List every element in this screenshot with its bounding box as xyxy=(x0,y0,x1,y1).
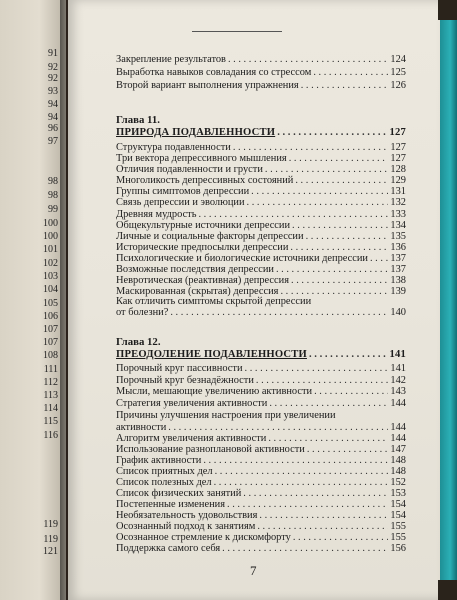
toc-entry-title: ПРЕОДОЛЕНИЕ ПОДАВЛЕННОСТИ xyxy=(116,349,307,360)
toc-entry-title: Исторические предпосылки депрессии xyxy=(116,242,289,253)
left-page-number: 91 xyxy=(48,48,58,59)
toc-entry-page: 128 xyxy=(390,164,406,175)
toc-entry-page: 127 xyxy=(390,142,406,153)
leader-dots xyxy=(277,127,387,139)
toc-entry-page: 136 xyxy=(390,242,406,253)
toc-entry-page: 126 xyxy=(390,80,406,91)
left-page-number: 112 xyxy=(43,377,58,388)
toc-entry-title: Список полезных дел xyxy=(116,477,212,488)
toc-entry-title: Многоликость депрессивных состояний xyxy=(116,175,294,186)
left-page-number: 94 xyxy=(48,99,58,110)
leader-dots xyxy=(301,80,389,92)
toc-entry-page: 155 xyxy=(390,532,406,543)
toc-entry xyxy=(116,398,406,410)
left-page-number: 92 xyxy=(48,62,58,73)
left-page-number: 97 xyxy=(48,136,58,147)
toc-entry-title: Порочный круг безнадёжности xyxy=(116,375,254,386)
left-page-number: 114 xyxy=(43,403,58,414)
toc-entry-page: 134 xyxy=(390,220,406,231)
leader-dots xyxy=(269,398,388,410)
toc-entry-page: 152 xyxy=(390,477,406,488)
left-page-number: 104 xyxy=(43,284,58,295)
toc-entry xyxy=(116,197,406,209)
toc-entry-page: 137 xyxy=(390,264,406,275)
toc-entry-title: Личные и социальные факторы депрессии xyxy=(116,231,304,242)
leader-dots xyxy=(245,363,389,375)
toc-entry-title-line1: Причины улучшения настроения при увеличении xyxy=(116,410,336,421)
toc-entry xyxy=(116,67,406,79)
toc-entry-page: 142 xyxy=(390,375,406,386)
toc-entry-title: Осознанное стремление к дискомфорту xyxy=(116,532,291,543)
toc-entry-title: Психологические и биологические источники депрессии xyxy=(116,253,368,264)
toc-entry-page: 148 xyxy=(390,455,406,466)
left-page-number: 113 xyxy=(43,390,58,401)
toc-entry-title: Структура подавленности xyxy=(116,142,231,153)
toc-entry-title: Стратегия увеличения активности xyxy=(116,398,268,409)
leader-dots xyxy=(228,54,388,66)
left-page-number: 108 xyxy=(43,350,58,361)
toc-entry-page: 133 xyxy=(390,209,406,220)
toc-entry xyxy=(116,363,406,375)
left-page-number: 116 xyxy=(43,430,58,441)
left-page-number: 119 xyxy=(43,519,58,530)
toc-entry-page: 132 xyxy=(390,197,406,208)
leader-dots xyxy=(313,67,388,79)
toc-entry-title: Группы симптомов депрессии xyxy=(116,186,250,197)
toc-entry-page: 148 xyxy=(390,466,406,477)
toc-entry-title: Постепенные изменения xyxy=(116,499,225,510)
toc-entry-page: 141 xyxy=(390,363,406,374)
left-page-number: 92 xyxy=(48,73,58,84)
toc-entry-page: 154 xyxy=(390,499,406,510)
toc-entry-title: Общекультурные источники депрессии xyxy=(116,220,291,231)
left-page-number: 100 xyxy=(43,231,58,242)
left-page-number: 100 xyxy=(43,218,58,229)
left-page-number: 103 xyxy=(43,271,58,282)
toc-entry-title: Закрепление результатов xyxy=(116,54,226,65)
toc-entry xyxy=(116,80,406,92)
leader-dots xyxy=(314,386,388,398)
toc-entry-page: 127 xyxy=(390,153,406,164)
leader-dots xyxy=(309,349,388,361)
leader-dots xyxy=(170,307,388,319)
book-cover-edge xyxy=(440,20,457,580)
toc-entry-title: Алгоритм увеличения активности xyxy=(116,433,267,444)
toc-entry-page: 131 xyxy=(390,186,406,197)
toc-entry-title: Три вектора депрессивного мышления xyxy=(116,153,287,164)
toc-entry-title: Выработка навыков совладания со стрессом xyxy=(116,67,312,78)
toc-entry-page: 156 xyxy=(390,543,406,554)
toc-entry-page: 144 xyxy=(390,433,406,444)
left-page-number: 106 xyxy=(43,311,58,322)
toc-entry-title: от болезни? xyxy=(116,307,169,318)
background-top xyxy=(438,0,457,20)
left-page-number: 107 xyxy=(43,324,58,335)
toc-entry-title: Список физических занятий xyxy=(116,488,242,499)
toc-entry-title: Невротическая (реактивная) депрессия xyxy=(116,275,289,286)
toc-entry-page: 129 xyxy=(390,175,406,186)
toc-entry-page: 139 xyxy=(390,286,406,297)
left-page-number: 98 xyxy=(48,176,58,187)
toc-entry-title: Связь депрессии и эволюции xyxy=(116,197,245,208)
left-page-number: 111 xyxy=(43,364,58,375)
previous-page-strip xyxy=(0,0,66,600)
toc-entry xyxy=(116,386,406,398)
toc-entry-title: Мысли, мешающие увеличению активности xyxy=(116,386,313,397)
toc-entry-page: 141 xyxy=(389,349,406,360)
left-page-number: 101 xyxy=(43,244,58,255)
toc-entry-page: 127 xyxy=(389,127,406,138)
leader-dots xyxy=(247,197,389,209)
toc-entry-title: Список приятных дел xyxy=(116,466,213,477)
header-rule xyxy=(192,31,282,32)
toc-entry-page: 153 xyxy=(390,488,406,499)
toc-entry-title: Необязательность удовольствия xyxy=(116,510,258,521)
chapter-11-title xyxy=(116,127,406,139)
toc-entry-title: Осознанный подход к занятиям xyxy=(116,521,256,532)
toc-entry-title: Возможные последствия депрессии xyxy=(116,264,274,275)
toc-entry-title: ПРИРОДА ПОДАВЛЕННОСТИ xyxy=(116,127,276,138)
toc-entry-page: 147 xyxy=(390,444,406,455)
chapter-12-label: Глава 12. xyxy=(116,336,161,348)
left-page-number: 102 xyxy=(43,258,58,269)
toc-entry-title: Маскированная (скрытая) депрессия xyxy=(116,286,279,297)
toc-entry-page: 144 xyxy=(390,422,406,433)
toc-entry-page: 144 xyxy=(390,398,406,409)
toc-entry-title: Поддержка самого себя xyxy=(116,543,221,554)
toc-entry xyxy=(116,307,406,319)
toc-entry xyxy=(116,54,406,66)
toc-entry-title: График активности xyxy=(116,455,202,466)
chapter-12-title xyxy=(116,349,406,361)
left-page-number: 96 xyxy=(48,123,58,134)
left-page-number: 98 xyxy=(48,190,58,201)
toc-entry-title: Использование разноплановой активности xyxy=(116,444,305,455)
toc-entry-title-line1: Как отличить симптомы скрытой депрессии xyxy=(116,296,312,307)
chapter-11-label: Глава 11. xyxy=(116,114,160,126)
left-page-number: 105 xyxy=(43,298,58,309)
toc-entry-title: Древняя мудрость xyxy=(116,209,197,220)
page-number: 7 xyxy=(250,563,257,578)
toc-entry-page: 140 xyxy=(390,307,406,318)
left-page-number: 99 xyxy=(48,204,58,215)
toc-entry-title: Отличия подавленности и грусти xyxy=(116,164,263,175)
background-bottom xyxy=(438,580,457,600)
toc-entry-page: 154 xyxy=(390,510,406,521)
left-page-number: 119 xyxy=(43,534,58,545)
toc-entry xyxy=(116,543,406,555)
toc-entry-page: 155 xyxy=(390,521,406,532)
left-page-number: 107 xyxy=(43,337,58,348)
toc-entry-title: Порочный круг пассивности xyxy=(116,363,243,374)
toc-entry-page: 137 xyxy=(390,253,406,264)
toc-entry-page: 138 xyxy=(390,275,406,286)
left-page-number: 93 xyxy=(48,86,58,97)
left-page-number: 94 xyxy=(48,112,58,123)
toc-entry-title: активности xyxy=(116,422,167,433)
left-page-number: 115 xyxy=(43,416,58,427)
left-page-number: 121 xyxy=(43,546,58,557)
toc-entry-page: 124 xyxy=(390,54,406,65)
leader-dots xyxy=(222,543,388,555)
toc-entry-page: 143 xyxy=(390,386,406,397)
toc-entry-title: Второй вариант выполнения упражнения xyxy=(116,80,299,91)
toc-entry-page: 135 xyxy=(390,231,406,242)
toc-entry-page: 125 xyxy=(390,67,406,78)
